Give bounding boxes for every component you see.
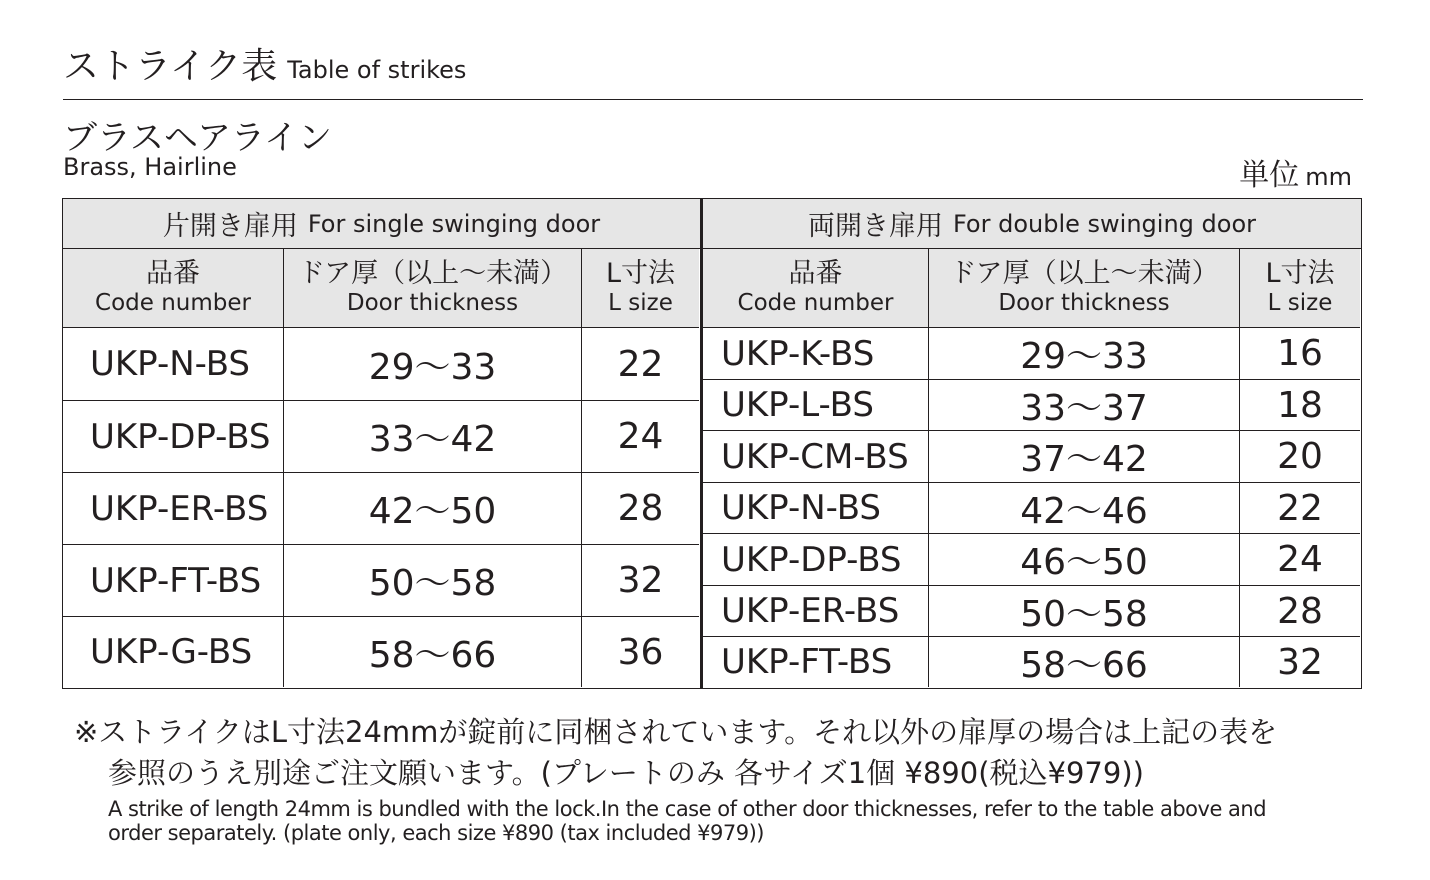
note-en-line-1: A strike of length 24mm is bundled with the lock.In the case of other door thicknesses, refer to the table above and: [108, 797, 1267, 821]
column-header-lsize-en: L size: [1267, 290, 1333, 317]
page-title: [63, 38, 466, 89]
double-row-1-code: UKP-K-BS: [721, 333, 875, 374]
double-row-7-code: UKP-FT-BS: [703, 636, 928, 687]
column-header-thickness: [928, 249, 1239, 328]
double-row-3-thickness: 37～42: [928, 430, 1239, 482]
double-door-table-heading: [703, 199, 1361, 249]
double-row-3-code: UKP-CM-BS: [703, 430, 928, 482]
column-header-lsize-en: L size: [608, 290, 673, 317]
unit-label-jp: 単位: [1239, 158, 1300, 193]
finish-title-en: Brass, Hairline: [63, 153, 237, 181]
column-header-code-en: Code number: [95, 290, 251, 317]
column-header-thickness-jp: ドア厚（以上～未満）: [297, 258, 568, 289]
single-row-1-lsize: 22: [581, 328, 699, 400]
double-row-6-lsize: 28: [1239, 585, 1360, 636]
single-door-heading-jp: 片開き扉用: [162, 211, 298, 242]
double-row-4-code: UKP-N-BS: [703, 482, 928, 533]
double-row-2-thickness: 33～37: [928, 379, 1239, 430]
single-row-2-lsize: 24: [581, 400, 699, 472]
column-header-code: [703, 249, 928, 328]
double-row-5-thickness: 46～50: [928, 533, 1239, 585]
double-row-4-lsize: 22: [1239, 482, 1360, 533]
double-row-6-thickness: 50～58: [928, 585, 1239, 636]
single-row-3-thickness: 42～50: [283, 472, 581, 544]
double-row-5-lsize: 24: [1239, 533, 1360, 585]
column-header-lsize-jp: L寸法: [605, 258, 676, 289]
single-row-1-code: UKP-N-BS: [90, 344, 251, 384]
column-header-lsize-jp: L寸法: [1265, 258, 1335, 289]
page-title-jp: ストライク表: [63, 46, 278, 87]
single-row-2-thickness: 33～42: [283, 400, 581, 472]
double-row-7-lsize: 32: [1239, 636, 1360, 687]
single-row-5-thickness: 58～66: [283, 616, 581, 687]
single-row-3-code: UKP-ER-BS: [63, 472, 283, 544]
double-row-5-code: UKP-DP-BS: [703, 533, 928, 585]
double-row-4-thickness: 42～46: [928, 482, 1239, 533]
single-door-table: [62, 198, 701, 689]
note-japanese: [74, 712, 1277, 794]
column-header-lsize: [1239, 249, 1360, 328]
single-row-5-lsize: 36: [581, 616, 699, 687]
column-header-code-jp: 品番: [146, 258, 200, 289]
single-row-3-lsize: 28: [581, 472, 699, 544]
single-row-4-thickness: 50～58: [283, 544, 581, 616]
column-header-thickness-en: Door thickness: [346, 290, 519, 317]
column-header-thickness: [283, 249, 581, 328]
double-door-table: [700, 198, 1362, 689]
column-header-lsize: [581, 249, 699, 328]
unit-label: [1239, 150, 1352, 194]
single-row-4-code: UKP-FT-BS: [63, 544, 283, 616]
note-english: [108, 797, 1266, 845]
single-door-heading-en: For single swinging door: [307, 209, 601, 238]
note-jp-line-1: ※ストライクはL寸法24mmが錠前に同梱されています。それ以外の扉厚の場合は上記の表を: [74, 715, 1278, 749]
unit-label-en: mm: [1305, 163, 1352, 191]
column-header-thickness-en: Door thickness: [998, 290, 1170, 317]
double-row-2-lsize: 18: [1239, 379, 1360, 430]
title-divider: [63, 99, 1363, 100]
double-door-heading-jp: 両開き扉用: [807, 211, 943, 242]
single-door-table-heading: [63, 199, 700, 249]
single-row-4-lsize: 32: [581, 544, 699, 616]
column-header-code-en: Code number: [737, 290, 894, 317]
double-row-1-lsize: 16: [1239, 328, 1360, 379]
column-header-thickness-jp: ドア厚（以上～未満）: [949, 258, 1219, 289]
double-row-2-code: UKP-L-BS: [703, 379, 928, 430]
note-jp-line-2: 参照のうえ別途ご注文願います。(プレートのみ 各サイズ1個 ¥890(税込¥979)): [108, 756, 1144, 790]
single-row-2-code: UKP-DP-BS: [63, 400, 283, 472]
finish-title-jp: ブラスヘアライン: [63, 118, 332, 158]
double-row-1-thickness: 29～33: [928, 328, 1239, 379]
note-en-line-2: order separately. (plate only, each size ¥890 (tax included ¥979)): [108, 821, 764, 845]
column-header-code-jp: 品番: [788, 258, 843, 289]
double-row-3-lsize: 20: [1239, 430, 1360, 482]
double-row-6-code: UKP-ER-BS: [703, 585, 928, 636]
column-header-code: [63, 249, 283, 328]
single-row-1-thickness: 29～33: [283, 328, 581, 400]
double-door-heading-en: For double swinging door: [952, 209, 1256, 238]
double-row-7-thickness: 58～66: [928, 636, 1239, 687]
single-row-5-code: UKP-G-BS: [63, 616, 283, 687]
page-title-en: Table of strikes: [287, 56, 467, 84]
